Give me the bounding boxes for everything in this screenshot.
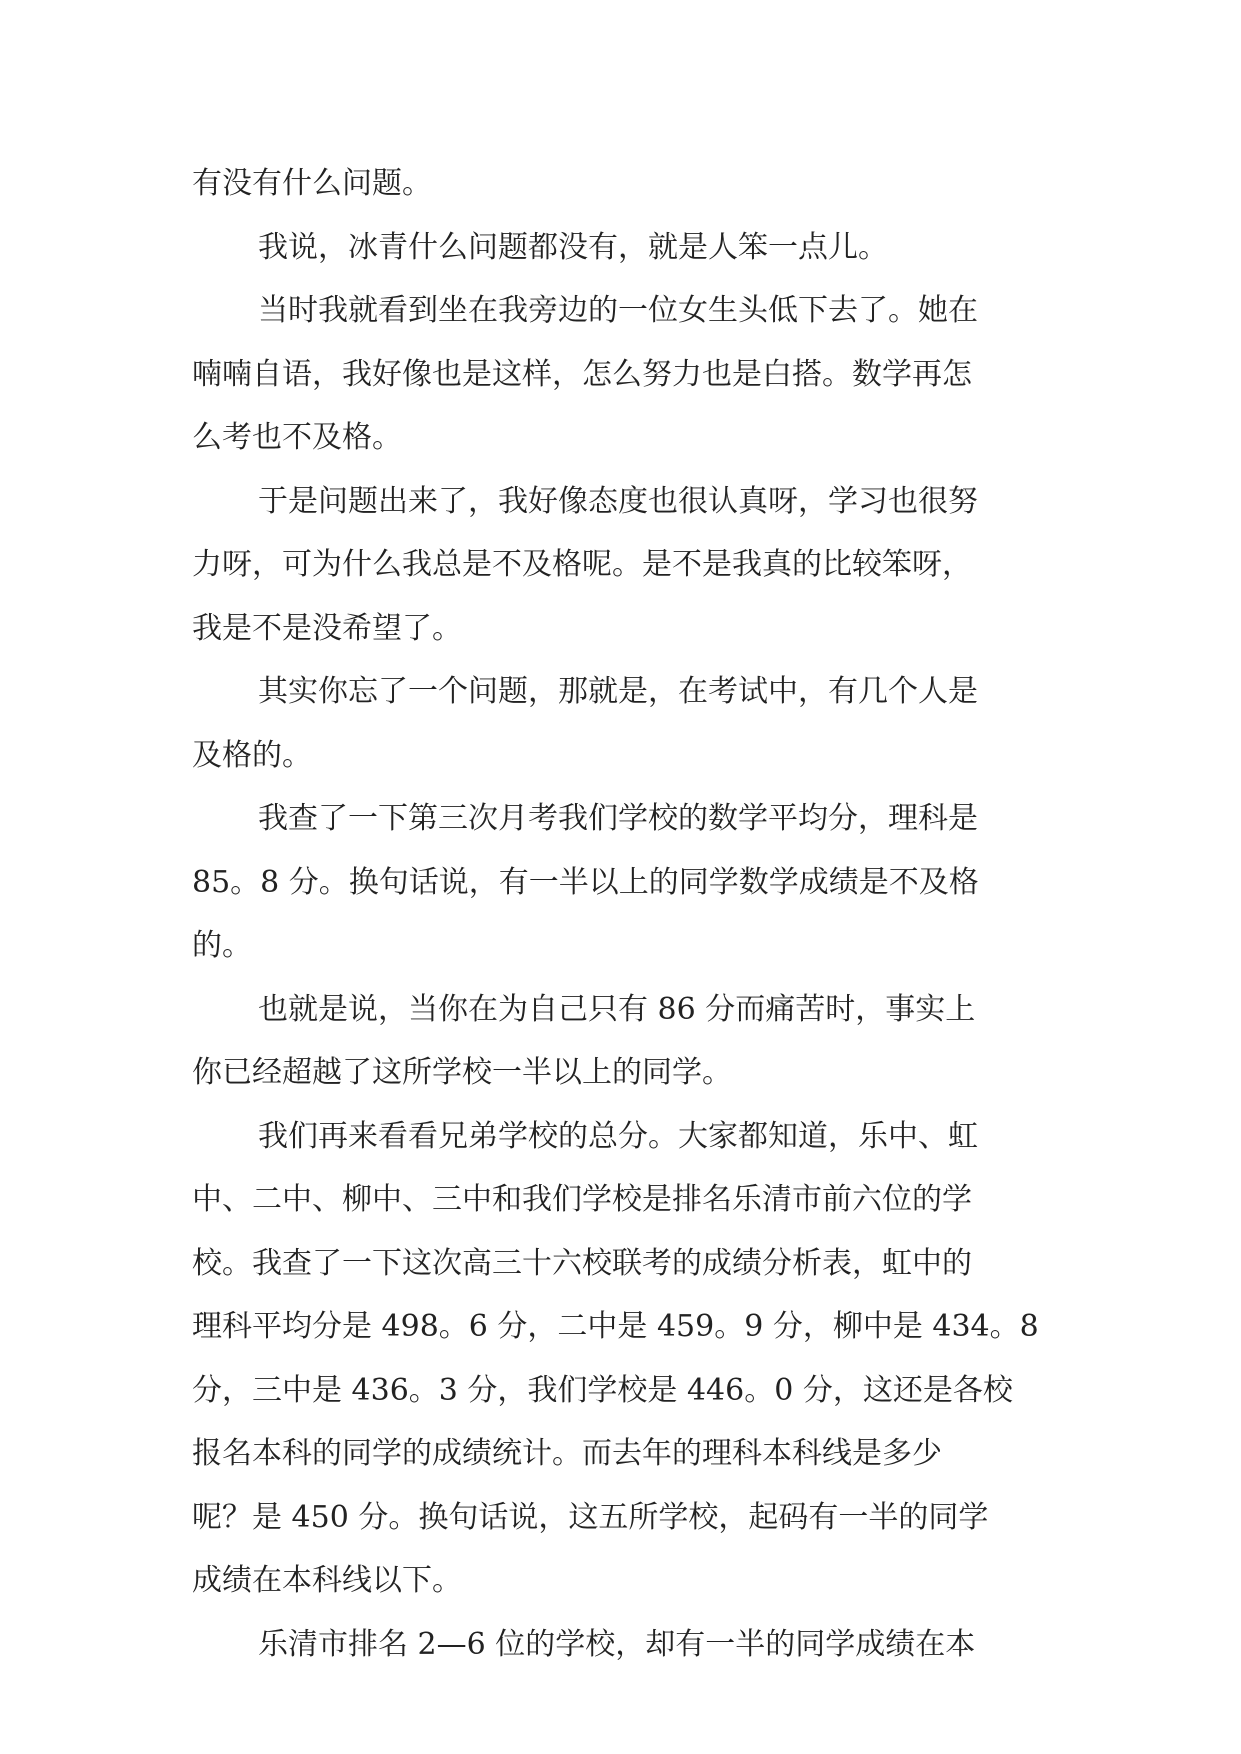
text-line: 呢？是 450 分。换句话说，这五所学校，起码有一半的同学 (192, 1499, 989, 1535)
text-line: 力呀，可为什么我总是不及格呢。是不是我真的比较笨呀， (192, 547, 972, 582)
document-page (192, 152, 1056, 1676)
text-line: 于是问题出来了，我好像态度也很认真呀，学习也很努 (258, 483, 978, 519)
text-line: 的。 (192, 928, 252, 963)
text-line: 当时我就看到坐在我旁边的一位女生头低下去了。她在 (258, 293, 978, 328)
text-line: 么考也不及格。 (192, 420, 402, 455)
text-line: 85。8 分。换句话说，有一半以上的同学数学成绩是不及格 (192, 864, 979, 900)
text-line: 成绩在本科线以下。 (192, 1563, 462, 1598)
text-line: 我说，冰青什么问题都没有，就是人笨一点儿。 (258, 229, 888, 265)
text-line: 有没有什么问题。 (192, 166, 432, 201)
text-line: 理科平均分是 498。6 分，二中是 459。9 分，柳中是 434。8 (192, 1309, 1039, 1344)
text-line: 也就是说，当你在为自己只有 86 分而痛苦时，事实上 (258, 991, 976, 1027)
text-line: 我查了一下第三次月考我们学校的数学平均分，理科是 (258, 801, 978, 836)
text-line: 你已经超越了这所学校一半以上的同学。 (192, 1055, 732, 1090)
text-line: 我们再来看看兄弟学校的总分。大家都知道，乐中、虹 (258, 1118, 978, 1154)
text-line: 报名本科的同学的成绩统计。而去年的理科本科线是多少 (192, 1436, 942, 1471)
text-line: 我是不是没希望了。 (192, 610, 462, 646)
text-line: 分，三中是 436。3 分，我们学校是 446。0 分，这还是各校 (192, 1372, 1013, 1408)
text-line: 中、二中、柳中、三中和我们学校是排名乐清市前六位的学 (192, 1182, 972, 1217)
text-line: 喃喃自语，我好像也是这样，怎么努力也是白搭。数学再怎 (192, 356, 972, 392)
text-line: 乐清市排名 2—6 位的学校，却有一半的同学成绩在本 (258, 1626, 976, 1662)
text-line: 其实你忘了一个问题，那就是，在考试中，有几个人是 (258, 674, 978, 709)
text-line: 校。我查了一下这次高三十六校联考的成绩分析表，虹中的 (192, 1245, 972, 1281)
text-line: 及格的。 (192, 737, 312, 773)
